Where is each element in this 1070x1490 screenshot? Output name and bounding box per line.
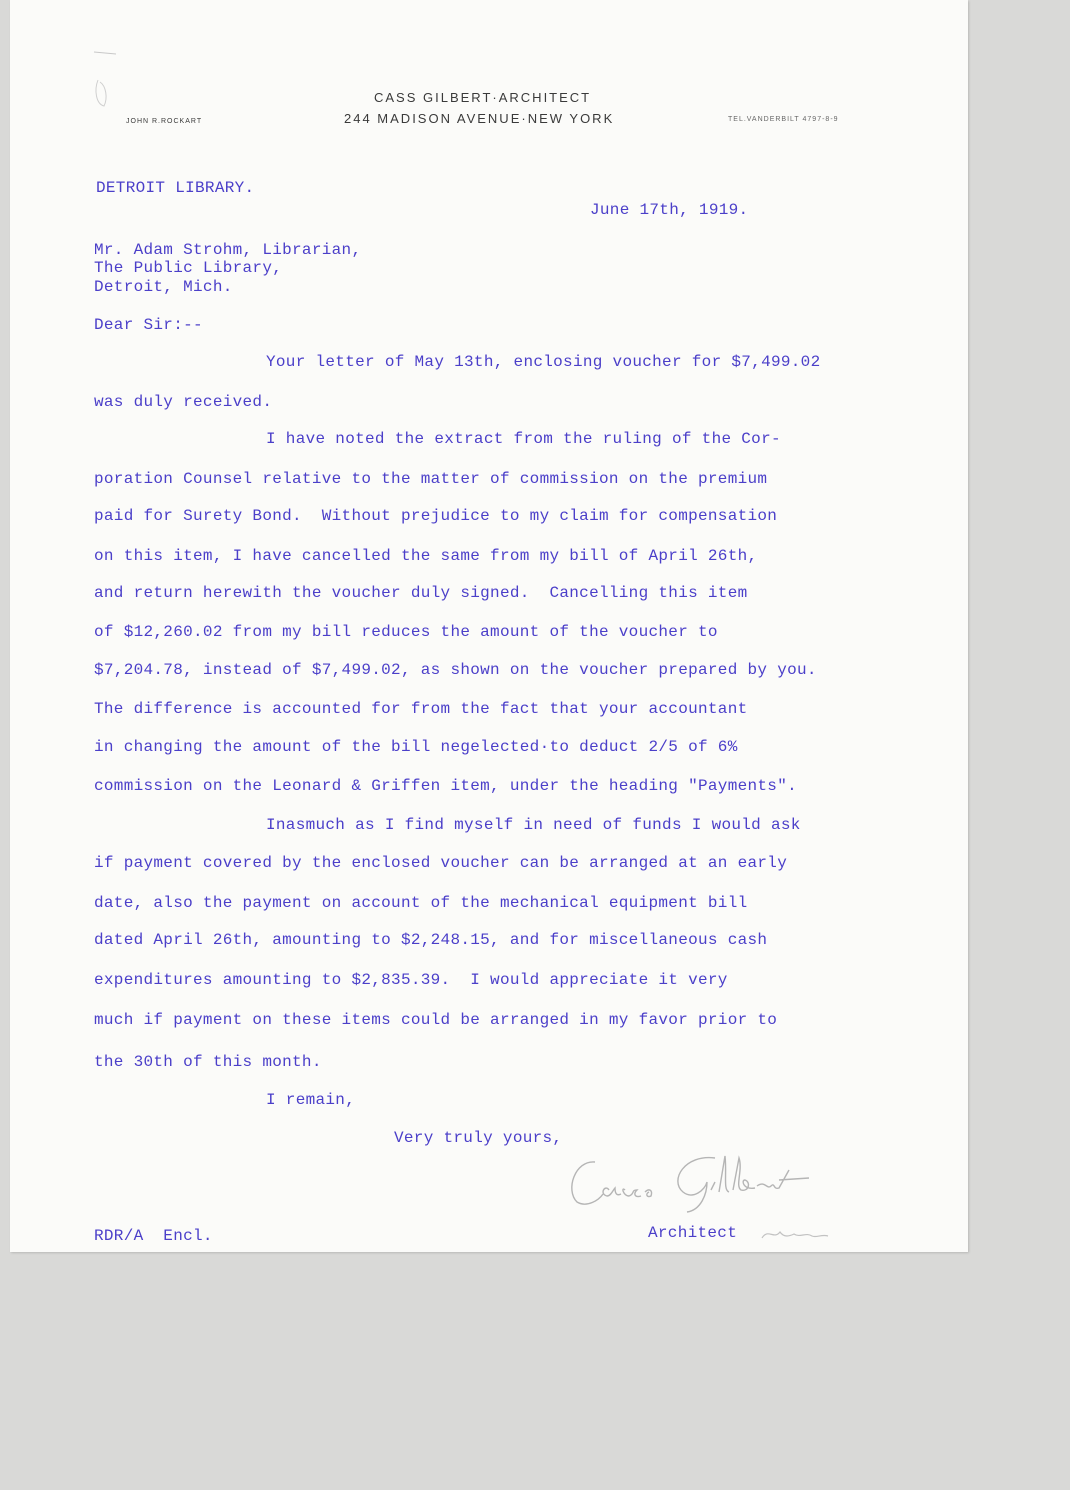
body-line: paid for Surety Bond. Without prejudice to my claim for compensation: [94, 507, 778, 525]
body-line: on this item, I have cancelled the same from my bill of April 26th,: [94, 547, 758, 565]
body-line: I have noted the extract from the ruling of the Cor-: [266, 430, 781, 448]
signer-title: Architect: [648, 1224, 738, 1242]
reference-line: RDR/A Encl.: [94, 1227, 213, 1245]
letter-date: June 17th, 1919.: [590, 201, 749, 219]
pencil-margin-mark: [90, 48, 120, 128]
handwritten-initials: [760, 1226, 830, 1244]
body-line: was duly received.: [94, 393, 273, 411]
letterhead-address: 244 MADISON AVENUE·NEW YORK: [344, 111, 615, 126]
body-line: The difference is accounted for from the fact that your accountant: [94, 700, 748, 718]
body-line: the 30th of this month.: [94, 1053, 322, 1071]
recipient-line: The Public Library,: [94, 259, 283, 277]
letterhead-title: CASS GILBERT·ARCHITECT: [374, 90, 592, 105]
body-line: in changing the amount of the bill negelected·to deduct 2/5 of 6%: [94, 738, 738, 756]
body-line: Your letter of May 13th, enclosing voucher for $7,499.02: [266, 353, 821, 371]
handwritten-signature: [565, 1150, 825, 1220]
closing-remain: I remain,: [266, 1091, 356, 1109]
letterhead-left-name: JOHN R.ROCKART: [126, 118, 203, 125]
body-line: poration Counsel relative to the matter of commission on the premium: [94, 470, 768, 488]
body-line: Inasmuch as I find myself in need of funds I would ask: [266, 816, 801, 834]
recipient-line: Mr. Adam Strohm, Librarian,: [94, 241, 362, 259]
file-heading: DETROIT LIBRARY.: [96, 179, 255, 197]
body-line: commission on the Leonard & Griffen item, under the heading "Payments".: [94, 777, 798, 795]
letterhead-telephone: TEL.VANDERBILT 4797-8-9: [728, 116, 839, 123]
body-line: date, also the payment on account of the mechanical equipment bill: [94, 894, 748, 912]
letter-sheet: [10, 0, 968, 1252]
body-line: if payment covered by the enclosed voucher can be arranged at an early: [94, 854, 788, 872]
body-line: much if payment on these items could be arranged in my favor prior to: [94, 1011, 778, 1029]
body-line: $7,204.78, instead of $7,499.02, as shown on the voucher prepared by you.: [94, 661, 817, 679]
body-line: dated April 26th, amounting to $2,248.15, and for miscellaneous cash: [94, 931, 768, 949]
salutation: Dear Sir:--: [94, 316, 203, 334]
body-line: and return herewith the voucher duly signed. Cancelling this item: [94, 584, 748, 602]
body-line: expenditures amounting to $2,835.39. I would appreciate it very: [94, 971, 728, 989]
closing-yours: Very truly yours,: [394, 1129, 563, 1147]
body-line: of $12,260.02 from my bill reduces the amount of the voucher to: [94, 623, 718, 641]
recipient-line: Detroit, Mich.: [94, 278, 233, 296]
